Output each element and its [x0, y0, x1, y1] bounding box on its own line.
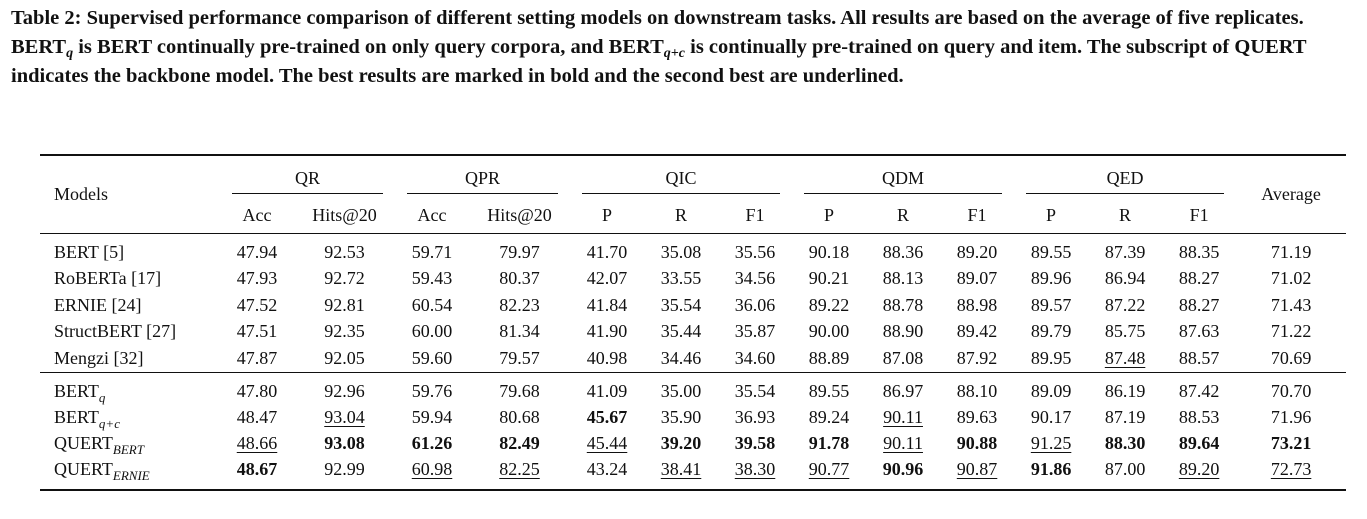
- table-cell: 88.53: [1178, 407, 1220, 427]
- table-cell: 90.96: [866, 457, 940, 490]
- table-cell: 71.02: [1270, 268, 1312, 289]
- table-cell: 61.26: [411, 433, 453, 453]
- table-cell: 91.25: [1030, 433, 1072, 453]
- table-cell: 82.25: [469, 457, 570, 490]
- table-cell: 92.53: [294, 234, 395, 266]
- table-cell: 87.00: [1088, 457, 1162, 490]
- model-name: $QUERT_{ERNIE}$: [40, 457, 220, 490]
- table-cell: 47.51: [236, 321, 278, 342]
- table-cell: 48.66: [236, 433, 278, 453]
- table-cell: 59.43: [411, 268, 453, 289]
- group-header-row: [40, 155, 1346, 197]
- model-subscript: q+c: [98, 416, 120, 431]
- metric-header: P: [1046, 204, 1057, 225]
- table-cell: 90.11: [883, 407, 923, 427]
- table-cell: 87.48: [1104, 347, 1146, 368]
- table-cell: 88.27: [1178, 268, 1220, 289]
- table-cell: 60.54: [411, 294, 453, 315]
- table-cell: 89.55: [792, 372, 866, 405]
- model-name: $BERT_q$: [40, 372, 220, 405]
- table-cell: 70.70: [1236, 372, 1346, 405]
- table-cell: 89.57: [1030, 294, 1072, 315]
- table-cell: 79.57: [499, 347, 540, 368]
- table-cell: 48.47: [236, 407, 278, 427]
- table-cell: 35.87: [734, 321, 776, 342]
- table-cell: 71.43: [1270, 294, 1312, 315]
- table-cell: 35.44: [660, 321, 702, 342]
- table-cell: 88.35: [1162, 234, 1236, 266]
- table-cell: 79.68: [469, 372, 570, 405]
- table-cell: 87.22: [1104, 294, 1146, 315]
- table-caption: Table 2: Supervised performance comparison of different setting models on downstream tasks. All results are based on the average of five replicates. $BERT_q$ is BERT continually pre-trained on only query corpora, and $BERT_{q+c}$ is continually pre-trained on query and item. The subscript of QUERT indicates the backbone model. The best results are marked in bold and the second best are underlined.: [11, 7, 1307, 87]
- table-cell: 89.64: [1178, 433, 1220, 453]
- group-header-qic: QIC: [570, 155, 792, 197]
- table-cell: 81.34: [499, 321, 540, 342]
- metric-header: R: [675, 204, 688, 225]
- table-cell: 91.86: [1014, 457, 1088, 490]
- table-cell: 59.60: [411, 347, 453, 368]
- baseline-rows: [40, 234, 1346, 373]
- table-cell: 90.21: [808, 268, 850, 289]
- table-cell: 90.77: [792, 457, 866, 490]
- table-cell: 80.37: [499, 268, 540, 289]
- metric-header: Hits@20: [487, 204, 552, 225]
- metric-header: R: [897, 204, 910, 225]
- table-cell: 87.92: [956, 347, 998, 368]
- table-cell: 35.54: [718, 372, 792, 405]
- table-row: [40, 292, 1346, 319]
- table-cell: 93.08: [324, 433, 365, 453]
- table-cell: 35.56: [718, 234, 792, 266]
- table-cell: 60.98: [395, 457, 469, 490]
- table-cell: 39.58: [734, 433, 776, 453]
- table-cell: 88.57: [1178, 347, 1220, 368]
- table-cell: 35.00: [644, 372, 718, 405]
- table-cell: 88.13: [882, 268, 924, 289]
- table-cell: 39.20: [660, 433, 702, 453]
- table-cell: 89.95: [1030, 347, 1072, 368]
- table-cell: 89.79: [1030, 321, 1072, 342]
- table-cell: 59.94: [411, 407, 453, 427]
- table-row: [40, 372, 1346, 405]
- table-cell: 71.19: [1236, 234, 1346, 266]
- metric-header: F1: [1189, 204, 1209, 225]
- model-subscript: BERT: [112, 442, 144, 457]
- results-table: [40, 154, 1346, 491]
- table-cell: 89.22: [808, 294, 850, 315]
- table-cell: 34.46: [660, 347, 702, 368]
- table-cell: 72.73: [1236, 457, 1346, 490]
- table-cell: 43.24: [570, 457, 644, 490]
- table-cell: 89.07: [956, 268, 998, 289]
- metric-header: Acc: [417, 204, 447, 225]
- model-name: BERT [5]: [40, 234, 220, 266]
- table-cell: 89.24: [808, 407, 850, 427]
- table-cell: 88.27: [1178, 294, 1220, 315]
- table-cell: 90.11: [883, 433, 923, 453]
- table-cell: 41.84: [586, 294, 628, 315]
- table-cell: 34.56: [734, 268, 776, 289]
- table-cell: 34.60: [734, 347, 776, 368]
- table-cell: 80.68: [499, 407, 540, 427]
- table-cell: 38.41: [644, 457, 718, 490]
- metric-header: P: [602, 204, 613, 225]
- metric-header-row: [40, 197, 1346, 234]
- table-cell: 90.88: [956, 433, 998, 453]
- metric-header: Acc: [242, 204, 272, 225]
- metric-header: Hits@20: [312, 204, 377, 225]
- table-cell: 38.30: [718, 457, 792, 490]
- table-cell: 87.19: [1104, 407, 1146, 427]
- table-cell: 92.99: [294, 457, 395, 490]
- table-cell: 89.09: [1014, 372, 1088, 405]
- table-cell: 89.55: [1014, 234, 1088, 266]
- table-cell: 87.39: [1088, 234, 1162, 266]
- table-cell: 86.19: [1088, 372, 1162, 405]
- table-cell: 88.89: [808, 347, 850, 368]
- table-cell: 90.17: [1030, 407, 1072, 427]
- table-cell: 42.07: [586, 268, 628, 289]
- model-name: RoBERTa [17]: [54, 268, 162, 289]
- model-name: Mengzi [32]: [54, 347, 144, 368]
- metric-header: R: [1119, 204, 1132, 225]
- table-cell: 82.49: [499, 433, 540, 453]
- table-cell: 93.04: [324, 407, 365, 427]
- table-cell: 71.96: [1270, 407, 1312, 427]
- table-row: [40, 431, 1346, 457]
- model-name: StructBERT [27]: [54, 321, 177, 342]
- table-cell: 41.90: [586, 321, 628, 342]
- table-cell: 88.10: [940, 372, 1014, 405]
- table-cell: 89.42: [956, 321, 998, 342]
- table-cell: 41.70: [570, 234, 644, 266]
- table-cell: 79.97: [469, 234, 570, 266]
- table-cell: 59.71: [395, 234, 469, 266]
- model-name: ERNIE [24]: [54, 294, 142, 315]
- table-cell: 87.63: [1178, 321, 1220, 342]
- model-subscript: ERNIE: [112, 468, 150, 483]
- table-cell: 88.90: [882, 321, 924, 342]
- table-cell: 90.00: [808, 321, 850, 342]
- table-cell: 86.94: [1104, 268, 1146, 289]
- table-cell: 92.96: [294, 372, 395, 405]
- models-header: Models: [54, 184, 108, 204]
- table-cell: 86.97: [866, 372, 940, 405]
- table-cell: 47.94: [220, 234, 294, 266]
- table-cell: 85.75: [1104, 321, 1146, 342]
- table-cell: 47.93: [236, 268, 278, 289]
- table-cell: 70.69: [1270, 347, 1312, 368]
- table-cell: 92.81: [324, 294, 365, 315]
- table-cell: 88.98: [956, 294, 998, 315]
- table-cell: 59.76: [395, 372, 469, 405]
- table-row: [40, 405, 1346, 431]
- table-cell: 90.18: [792, 234, 866, 266]
- table-cell: 91.78: [808, 433, 850, 453]
- table-cell: 73.21: [1270, 433, 1312, 453]
- table-cell: 36.06: [734, 294, 776, 315]
- table-cell: 35.90: [660, 407, 702, 427]
- table-cell: 89.96: [1030, 268, 1072, 289]
- table-cell: 35.08: [644, 234, 718, 266]
- table-row: [40, 234, 1346, 266]
- model-subscript: q: [98, 390, 106, 405]
- table-cell: 45.67: [586, 407, 628, 427]
- table-row: [40, 266, 1346, 293]
- results-table-wrapper: [40, 154, 1320, 491]
- table-cell: 89.20: [940, 234, 1014, 266]
- table-row: [40, 319, 1346, 346]
- group-header-qpr: QPR: [395, 155, 570, 197]
- group-header-qed: QED: [1014, 155, 1236, 197]
- table-cell: 47.80: [220, 372, 294, 405]
- table-cell: 89.20: [1162, 457, 1236, 490]
- table-cell: 36.93: [734, 407, 776, 427]
- table-cell: 88.36: [866, 234, 940, 266]
- metric-header: P: [824, 204, 835, 225]
- table-cell: 47.87: [236, 347, 278, 368]
- table-cell: 60.00: [411, 321, 453, 342]
- table-cell: 40.98: [586, 347, 628, 368]
- table-cell: 90.87: [940, 457, 1014, 490]
- table-cell: 88.30: [1104, 433, 1146, 453]
- metric-header: F1: [967, 204, 987, 225]
- group-header-qdm: QDM: [792, 155, 1014, 197]
- table-cell: 87.08: [882, 347, 924, 368]
- table-cell: 45.44: [586, 433, 628, 453]
- table-cell: 47.52: [236, 294, 278, 315]
- table-cell: 41.09: [570, 372, 644, 405]
- table-cell: 87.42: [1162, 372, 1236, 405]
- model-name: $QUERT_{BERT}$: [54, 433, 144, 457]
- group-header-qr: QR: [220, 155, 395, 197]
- quert-rows: [40, 372, 1346, 490]
- table-cell: 92.05: [324, 347, 365, 368]
- table-cell: 82.23: [499, 294, 540, 315]
- table-cell: 33.55: [660, 268, 702, 289]
- table-cell: 89.63: [956, 407, 998, 427]
- model-name: $BERT_{q+c}$: [54, 407, 120, 431]
- table-cell: 92.35: [324, 321, 365, 342]
- table-cell: 71.22: [1270, 321, 1312, 342]
- table-row: [40, 457, 1346, 490]
- table-cell: 92.72: [324, 268, 365, 289]
- table-row: [40, 345, 1346, 372]
- table-cell: 88.78: [882, 294, 924, 315]
- average-header: Average: [1261, 184, 1321, 204]
- metric-header: F1: [745, 204, 765, 225]
- table-cell: 48.67: [220, 457, 294, 490]
- table-cell: 35.54: [660, 294, 702, 315]
